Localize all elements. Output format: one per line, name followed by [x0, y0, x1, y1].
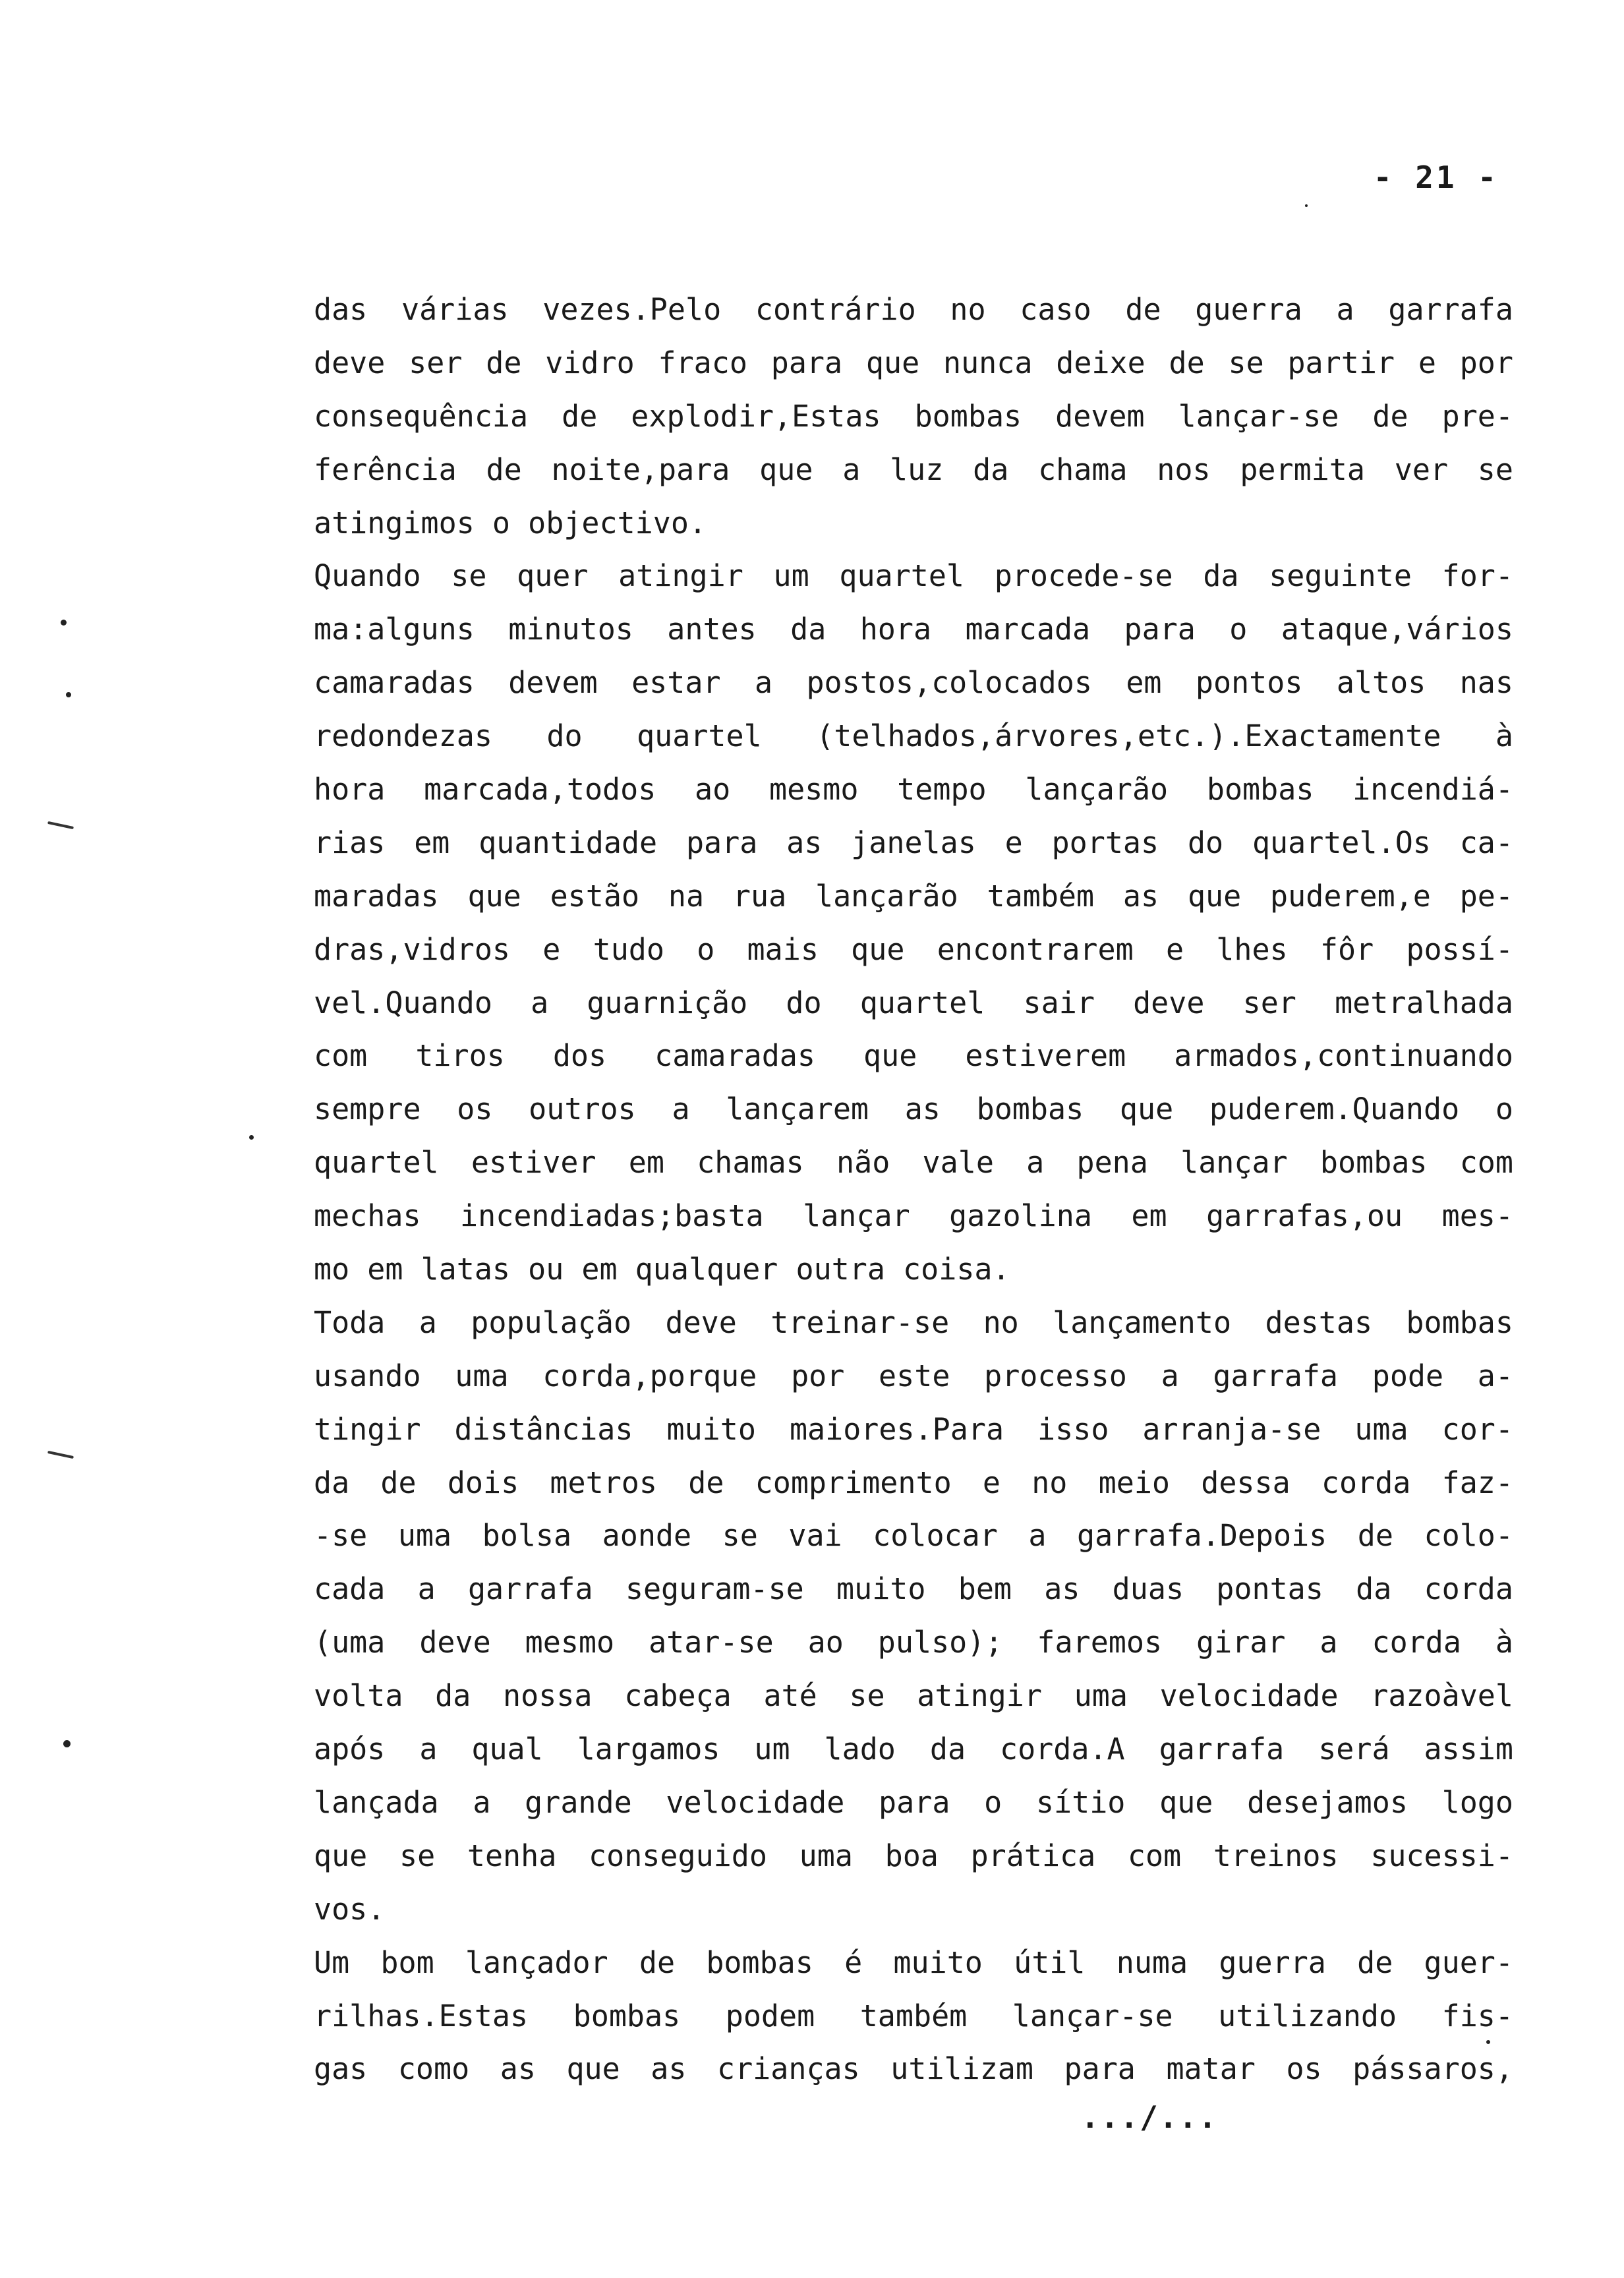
scan-speck — [63, 1740, 71, 1747]
continuation-mark: .../... — [1081, 2099, 1218, 2135]
scan-speck — [61, 620, 67, 626]
text-line: usando uma corda,porque por este processo a garrafa pode a- — [314, 1358, 1513, 1393]
scan-dash — [47, 1451, 74, 1459]
text-line: consequência de explodir,Estas bombas devem lançar-se de pre- — [314, 398, 1513, 434]
text-line: volta da nossa cabeça até se atingir uma velocidade razoàvel — [314, 1678, 1513, 1714]
text-line: rilhas.Estas bombas podem também lançar-se utilizando fis- — [314, 1998, 1513, 2033]
text-line: tingir distâncias muito maiores.Para isso arranja-se uma cor- — [314, 1411, 1513, 1447]
text-line: lançada a grande velocidade para o sítio que desejamos logo — [314, 1784, 1513, 1820]
body-text — [314, 283, 1513, 2096]
text-line: Toda a população deve treinar-se no lançamento destas bombas — [314, 1304, 1513, 1340]
page-number: - 21 - — [1373, 160, 1499, 195]
text-line: mechas incendiadas;basta lançar gazolina em garrafas,ou mes- — [314, 1198, 1513, 1234]
text-line: atingimos o objectivo. — [314, 505, 707, 540]
text-line: sempre os outros a lançarem as bombas que puderem.Quando o — [314, 1092, 1513, 1127]
text-line: com tiros dos camaradas que estiverem armados,continuando — [314, 1038, 1513, 1074]
scan-speck — [66, 692, 71, 697]
text-line: Quando se quer atingir um quartel procede-se da seguinte for- — [314, 558, 1513, 594]
scan-dash — [47, 821, 74, 829]
text-line: cada a garrafa seguram-se muito bem as duas pontas da corda — [314, 1571, 1513, 1607]
text-line: redondezas do quartel (telhados,árvores,etc.).Exactamente à — [314, 718, 1513, 754]
text-line: da de dois metros de comprimento e no meio dessa corda faz- — [314, 1465, 1513, 1500]
text-line: quartel estiver em chamas não vale a pena lançar bombas com — [314, 1145, 1513, 1181]
text-line: ferência de noite,para que a luz da chama nos permita ver se — [314, 452, 1513, 487]
text-line: gas como as que as crianças utilizam para matar os pássaros, — [314, 2051, 1513, 2087]
text-line: que se tenha conseguido uma boa prática com treinos sucessi- — [314, 1838, 1513, 1873]
text-line: rias em quantidade para as janelas e portas do quartel.Os ca- — [314, 825, 1513, 860]
scan-speck — [1305, 204, 1308, 207]
text-line: hora marcada,todos ao mesmo tempo lançarão bombas incendiá- — [314, 772, 1513, 807]
text-line: maradas que estão na rua lançarão também as que puderem,e pe- — [314, 878, 1513, 914]
text-line: -se uma bolsa aonde se vai colocar a garrafa.Depois de colo- — [314, 1518, 1513, 1554]
text-line: camaradas devem estar a postos,colocados em pontos altos nas — [314, 665, 1513, 701]
text-line: dras,vidros e tudo o mais que encontrarem e lhes fôr possí- — [314, 931, 1513, 967]
text-line: mo em latas ou em qualquer outra coisa. — [314, 1252, 1010, 1287]
text-line: (uma deve mesmo atar-se ao pulso); faremos girar a corda à — [314, 1625, 1513, 1660]
text-line: das várias vezes.Pelo contrário no caso de guerra a garrafa — [314, 292, 1513, 327]
text-line: vel.Quando a guarnição do quartel sair deve ser metralhada — [314, 985, 1513, 1020]
text-line: deve ser de vidro fraco para que nunca deixe de se partir e por — [314, 345, 1513, 380]
text-line: vos. — [314, 1891, 386, 1927]
text-line: após a qual largamos um lado da corda.A garrafa será assim — [314, 1732, 1513, 1767]
scan-speck — [249, 1135, 254, 1140]
text-line: ma:alguns minutos antes da hora marcada para o ataque,vários — [314, 612, 1513, 647]
scan-speck — [1486, 2040, 1490, 2044]
text-line: Um bom lançador de bombas é muito útil numa guerra de guer- — [314, 1944, 1513, 1980]
